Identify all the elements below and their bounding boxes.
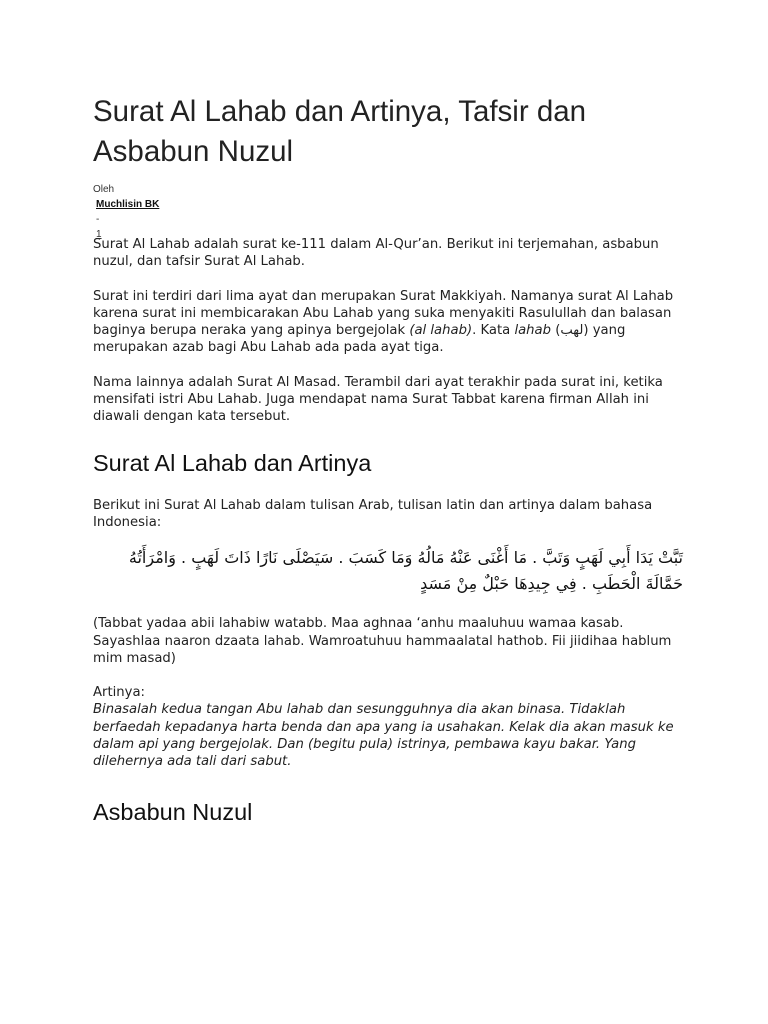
meaning-label: Artinya: — [93, 685, 145, 701]
latin-transliteration: (Tabbat yadaa abii lahabiw watabb. Maa aghnaa ‘anhu maaluhuu wamaa kasab. Sayashlaa naaron dzaata lahab. Wamroatuhuu hammaalatal hathob. Fii jiidihaa hablum mim masad) — [93, 616, 672, 666]
byline — [93, 182, 683, 242]
byline-label: Oleh — [93, 184, 115, 195]
arabic-verse: تَبَّتْ يَدَا أَبِي لَهَبٍ وَتَبَّ . مَا أَغْنَى عَنْهُ مَالُهُ وَمَا كَسَبَ . سَيَصْلَى نَارًا ذَاتَ لَهَبٍ . وَامْرَأَتُهُ حَمَّالَةَ الْحَطَبِ . فِي جِيدِهَا حَبْلٌ مِنْ مَسَدٍ — [128, 548, 683, 594]
meaning-block — [93, 684, 683, 770]
meaning-text: Binasalah kedua tangan Abu lahab dan sesungguhnya dia akan binasa. Tidaklah berfaedah kepadanya harta benda dan apa yang ia usahakan. Kelak dia akan masuk ke dalam api yang bergejolak. Dan (begitu pula) istrinya, pembawa kayu bakar. Yang dilehernya ada tali dari sabut. — [93, 702, 674, 770]
description-text-c: (لهب) yang merupakan azab bagi Abu Lahab ada pada ayat tiga. — [93, 323, 626, 356]
lahab-term: lahab — [514, 323, 551, 339]
section-intro-paragraph: Berikut ini Surat Al Lahab dalam tulisan Arab, tulisan latin dan artinya dalam bahasa Indonesia: — [93, 497, 653, 530]
section-heading-surat: Surat Al Lahab dan Artinya — [93, 449, 372, 476]
article — [93, 92, 683, 827]
other-names-paragraph: Nama lainnya adalah Surat Al Masad. Terambil dari ayat terakhir pada surat ini, ketika mensifati istri Abu Lahab. Juga mendapat nama Surat Tabbat karena firman Allah ini diawali dengan kata tersebut. — [93, 374, 663, 425]
author-link[interactable]: Muchlisin BK — [96, 199, 160, 210]
description-paragraph — [93, 288, 683, 357]
intro-paragraph: Surat Al Lahab adalah surat ke-111 dalam Al-Qur’an. Berikut ini terjemahan, asbabun nuzul, dan tafsir Surat Al Lahab. — [93, 237, 659, 270]
al-lahab-term: (al lahab) — [409, 323, 473, 339]
article-title: Surat Al Lahab dan Artinya, Tafsir dan Asbabun Nuzul — [93, 95, 587, 168]
description-text-b: . Kata — [472, 323, 515, 339]
description-text-a: Surat ini terdiri dari lima ayat dan merupakan Surat Makkiyah. Namanya surat Al Lahab karena surat ini membicarakan Abu Lahab yang suka menyakiti Rasulullah dan balasan baginya berupa neraka yang apinya bergejolak — [93, 288, 674, 339]
comment-count-link[interactable]: 1 — [96, 229, 102, 240]
section-heading-asbabun: Asbabun Nuzul — [93, 798, 253, 825]
byline-separator: - — [96, 214, 100, 225]
